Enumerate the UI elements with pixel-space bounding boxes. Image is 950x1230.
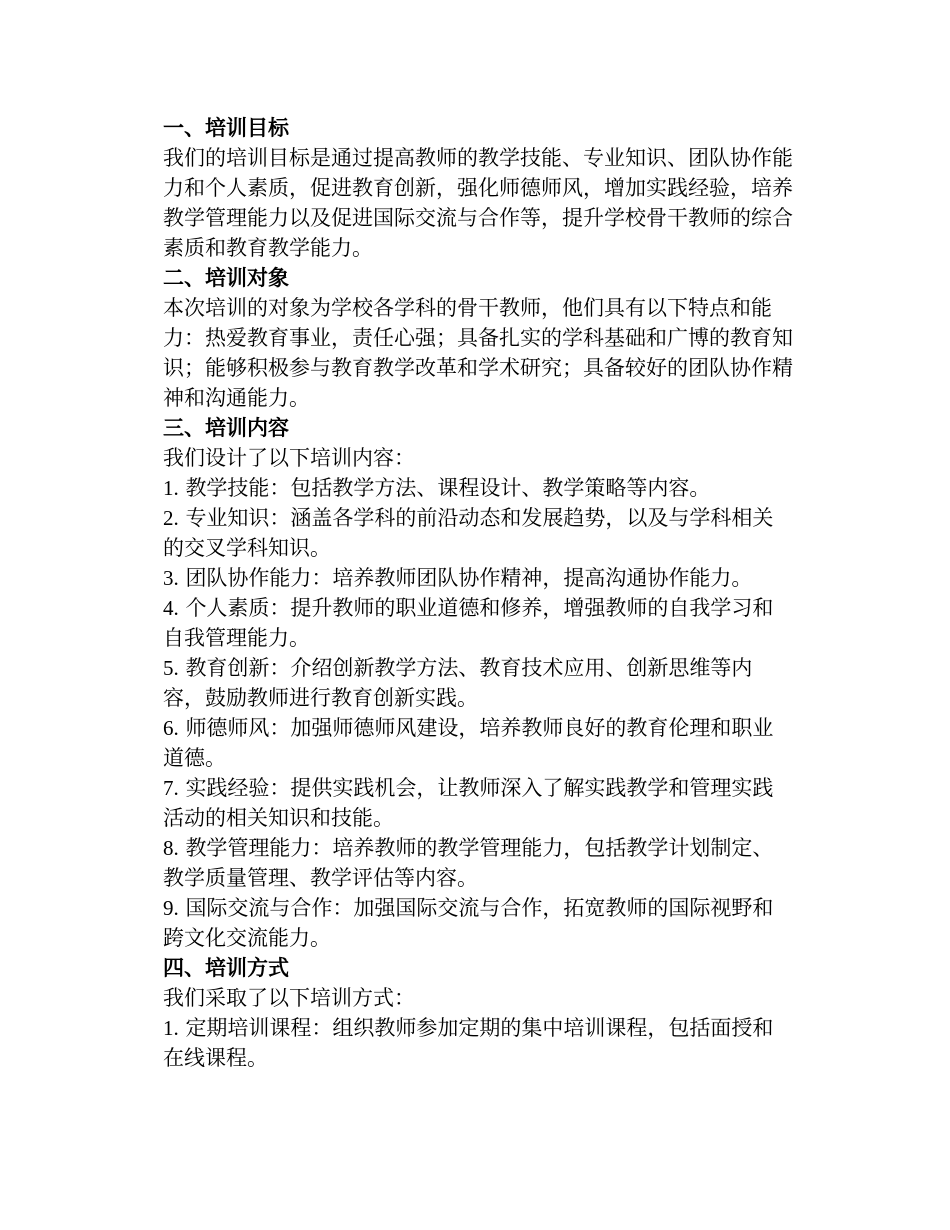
list-item-text: 教育创新：介绍创新教学方法、教育技术应用、创新思维等内容，鼓励教师进行教育创新实践。 [163,656,753,710]
list-item-text: 个人素质：提升教师的职业道德和修养，增强教师的自我学习和自我管理能力。 [163,596,774,650]
list-item-number: 2. [163,506,179,530]
list-item [163,773,793,833]
list-item [163,563,793,593]
document-body [163,113,793,1073]
training-content-intro: 我们设计了以下培训内容： [163,446,415,470]
list-item-number: 3. [163,566,179,590]
list-item-number: 1. [163,1016,179,1040]
list-item [163,893,793,953]
list-item [163,503,793,563]
list-item-text: 团队协作能力：培养教师团队协作精神，提高沟通协作能力。 [185,566,753,590]
list-item-number: 9. [163,896,179,920]
list-item [163,473,793,503]
list-item-text: 实践经验：提供实践机会，让教师深入了解实践教学和管理实践活动的相关知识和技能。 [163,776,774,830]
list-item-number: 7. [163,776,179,800]
training-goals-paragraph: 我们的培训目标是通过提高教师的教学技能、专业知识、团队协作能力和个人素质，促进教育创新，强化师德师风，增加实践经验，培养教学管理能力以及促进国际交流与合作等，提升学校骨干教师的综合素质和教育教学能力。 [163,146,793,260]
section-heading-training-targets: 二、培训对象 [163,266,289,290]
section-heading-training-goals: 一、培训目标 [163,116,289,140]
list-item [163,1013,793,1073]
list-item-text: 教学技能：包括教学方法、课程设计、教学策略等内容。 [185,476,711,500]
list-item [163,593,793,653]
list-item-number: 5. [163,656,179,680]
list-item-number: 8. [163,836,179,860]
list-item-text: 国际交流与合作：加强国际交流与合作，拓宽教师的国际视野和跨文化交流能力。 [163,896,774,950]
list-item-text: 专业知识：涵盖各学科的前沿动态和发展趋势，以及与学科相关的交叉学科知识。 [163,506,774,560]
list-item-number: 4. [163,596,179,620]
section-heading-training-content: 三、培训内容 [163,416,289,440]
list-item-number: 6. [163,716,179,740]
training-methods-intro: 我们采取了以下培训方式： [163,986,415,1010]
section-heading-training-methods: 四、培训方式 [163,956,289,980]
list-item-text: 教学管理能力：培养教师的教学管理能力，包括教学计划制定、教学质量管理、教学评估等内容。 [163,836,774,890]
list-item-text: 师德师风：加强师德师风建设，培养教师良好的教育伦理和职业道德。 [163,716,774,770]
training-targets-paragraph: 本次培训的对象为学校各学科的骨干教师，他们具有以下特点和能力：热爱教育事业，责任心强；具备扎实的学科基础和广博的教育知识；能够积极参与教育教学改革和学术研究；具备较好的团队协作精神和沟通能力。 [163,296,793,410]
list-item-text: 定期培训课程：组织教师参加定期的集中培训课程，包括面授和在线课程。 [163,1016,774,1070]
list-item [163,833,793,893]
list-item [163,653,793,713]
list-item-number: 1. [163,476,179,500]
list-item [163,713,793,773]
